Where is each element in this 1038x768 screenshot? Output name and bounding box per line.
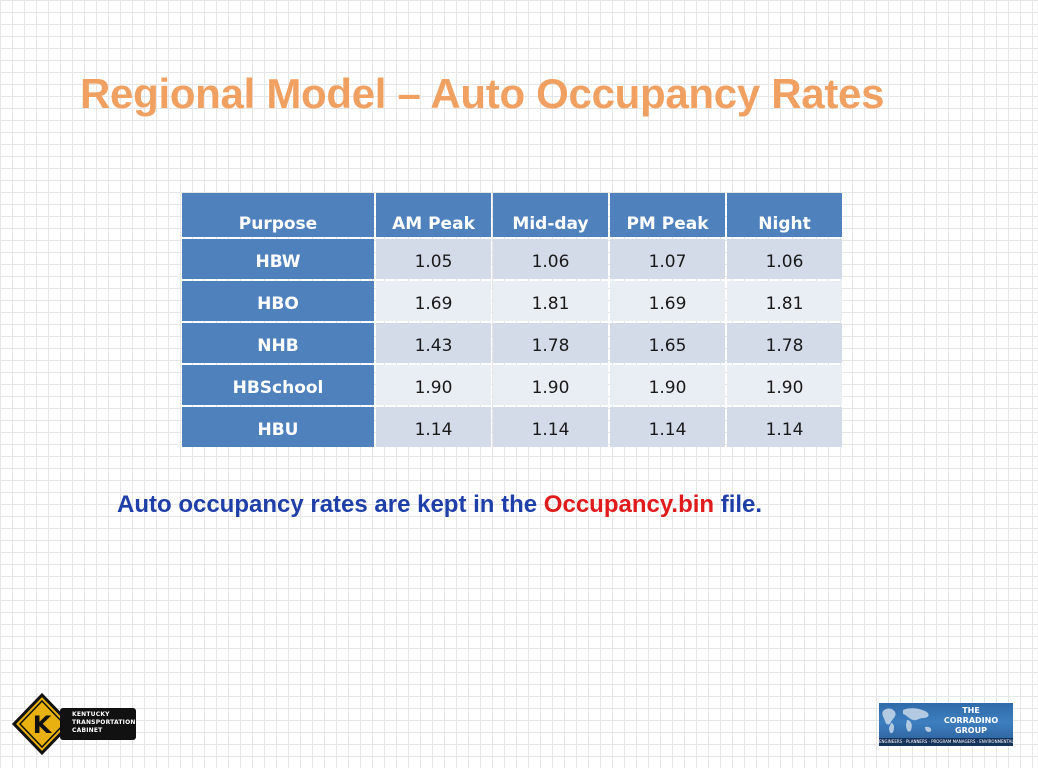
purpose-cell: HBSchool — [182, 365, 374, 405]
pm-peak-cell: 1.69 — [610, 281, 725, 321]
table-header-row — [182, 193, 842, 237]
ktc-sign-letter: K — [32, 711, 52, 739]
am-peak-cell: 1.05 — [376, 239, 491, 279]
mid-day-cell: 1.81 — [493, 281, 608, 321]
corradino-group-logo — [879, 703, 1038, 746]
ktc-line-2: TRANSPORTATION — [72, 719, 136, 726]
header-night: Night — [727, 193, 842, 237]
world-map-icon — [879, 703, 939, 738]
mid-day-cell: 1.78 — [493, 323, 608, 363]
header-purpose: Purpose — [182, 193, 374, 237]
table-row — [182, 239, 842, 279]
am-peak-cell: 1.90 — [376, 365, 491, 405]
kentucky-transportation-cabinet-logo — [12, 693, 137, 755]
corradino-line-1: THE — [962, 706, 980, 715]
mid-day-cell: 1.90 — [493, 365, 608, 405]
occupancy-file-note — [117, 491, 762, 519]
am-peak-cell: 1.14 — [376, 407, 491, 447]
table-row — [182, 365, 842, 405]
occupancy-rates-table — [180, 191, 844, 449]
pm-peak-cell: 1.14 — [610, 407, 725, 447]
table-row — [182, 281, 842, 321]
note-text-before: Auto occupancy rates are kept in the — [117, 491, 544, 518]
mid-day-cell: 1.14 — [493, 407, 608, 447]
ktc-line-3: CABINET — [72, 727, 103, 734]
table-row — [182, 323, 842, 363]
purpose-cell: HBO — [182, 281, 374, 321]
slide-title: Regional Model – Auto Occupancy Rates — [80, 70, 885, 117]
am-peak-cell: 1.69 — [376, 281, 491, 321]
ktc-line-1: KENTUCKY — [72, 711, 110, 718]
night-cell: 1.14 — [727, 407, 842, 447]
pm-peak-cell: 1.65 — [610, 323, 725, 363]
night-cell: 1.06 — [727, 239, 842, 279]
purpose-cell: NHB — [182, 323, 374, 363]
mid-day-cell: 1.06 — [493, 239, 608, 279]
corradino-tagline: ENGINEERS · PLANNERS · PROGRAM MANAGERS · ENVIRONMENTAL SCIENTISTS — [879, 739, 1038, 744]
header-mid-day: Mid-day — [493, 193, 608, 237]
corradino-line-3: GROUP — [955, 726, 987, 735]
header-pm-peak: PM Peak — [610, 193, 725, 237]
note-text-after: file. — [714, 491, 763, 518]
night-cell: 1.90 — [727, 365, 842, 405]
corradino-line-2: CORRADINO — [943, 716, 999, 725]
header-am-peak: AM Peak — [376, 193, 491, 237]
pm-peak-cell: 1.07 — [610, 239, 725, 279]
purpose-cell: HBU — [182, 407, 374, 447]
pm-peak-cell: 1.90 — [610, 365, 725, 405]
night-cell: 1.81 — [727, 281, 842, 321]
purpose-cell: HBW — [182, 239, 374, 279]
am-peak-cell: 1.43 — [376, 323, 491, 363]
occupancy-file-name: Occupancy.bin — [543, 491, 715, 518]
table-row — [182, 407, 842, 447]
night-cell: 1.78 — [727, 323, 842, 363]
